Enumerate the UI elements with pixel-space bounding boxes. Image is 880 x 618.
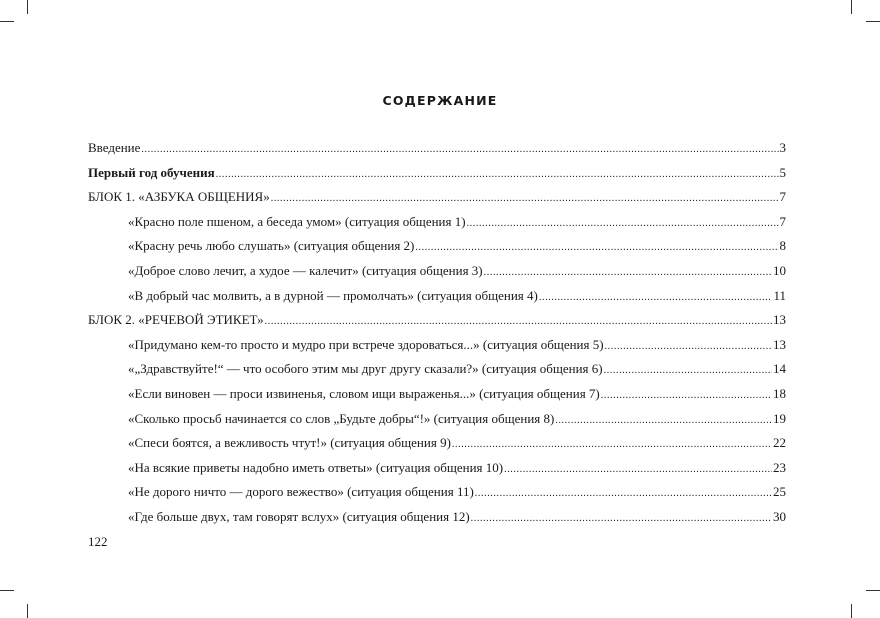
dot-leader bbox=[471, 507, 772, 532]
toc-entry-text: Первый год обучения bbox=[88, 164, 215, 180]
crop-mark-top-right-h bbox=[866, 21, 880, 22]
dot-leader bbox=[271, 187, 779, 212]
page-title: СОДЕРЖАНИЕ bbox=[382, 93, 498, 108]
toc-entry-text: «Сколько просьб начинается со слов „Будьте добры“!» (ситуация общения 8) bbox=[128, 410, 555, 426]
dot-leader bbox=[604, 359, 772, 384]
toc-entry-situation-12[interactable] bbox=[88, 505, 786, 530]
crop-mark-top-right-v bbox=[851, 0, 852, 14]
toc-entry-text: «Красну речь любо слушать» (ситуация общения 2) bbox=[128, 238, 415, 254]
toc-entry-page: 14 bbox=[773, 361, 786, 377]
dot-leader bbox=[216, 163, 779, 188]
dot-leader bbox=[415, 236, 778, 261]
toc-entry-text: «Не дорого ничто — дорого вежество» (ситуация общения 11) bbox=[128, 484, 474, 500]
toc-entry-page: 19 bbox=[773, 410, 786, 426]
dot-leader bbox=[475, 482, 772, 507]
toc-entry-situation-2[interactable] bbox=[88, 234, 786, 259]
dot-leader bbox=[141, 138, 778, 163]
toc-entry-situation-11[interactable] bbox=[88, 480, 786, 505]
toc-entry-page: 22 bbox=[773, 435, 786, 451]
toc-entry-page: 7 bbox=[779, 213, 786, 229]
toc-entry-situation-1[interactable] bbox=[88, 210, 786, 235]
toc-entry-text: «Придумано кем-то просто и мудро при встрече здороваться...» (ситуация общения 5) bbox=[128, 336, 604, 352]
crop-mark-bottom-left-v bbox=[27, 604, 28, 618]
toc-entry-situation-5[interactable] bbox=[88, 333, 786, 358]
toc-entry-page: 30 bbox=[773, 508, 786, 524]
crop-mark-bottom-right-h bbox=[866, 590, 880, 591]
toc-entry-situation-4[interactable] bbox=[88, 284, 786, 309]
toc-entry-block-2[interactable] bbox=[88, 308, 786, 333]
dot-leader bbox=[484, 261, 772, 286]
toc-entry-page: 18 bbox=[773, 385, 786, 401]
dot-leader bbox=[467, 212, 779, 237]
crop-mark-top-left-h bbox=[0, 21, 14, 22]
dot-leader bbox=[452, 433, 772, 458]
toc-entry-page: 13 bbox=[773, 312, 786, 328]
table-of-contents bbox=[88, 136, 786, 530]
toc-entry-text: «В добрый час молвить, а в дурной — промолчать» (ситуация общения 4) bbox=[128, 287, 538, 303]
toc-entry-text: «Доброе слово лечит, а худое — калечит» (ситуация общения 3) bbox=[128, 262, 483, 278]
toc-entry-text: «Красно поле пшеном, а беседа умом» (ситуация общения 1) bbox=[128, 213, 466, 229]
toc-entry-block-1[interactable] bbox=[88, 185, 786, 210]
toc-entry-text: «На всякие приветы надобно иметь ответы» (ситуация общения 10) bbox=[128, 459, 504, 475]
toc-entry-first-year[interactable] bbox=[88, 161, 786, 186]
toc-entry-text: БЛОК 1. «АЗБУКА ОБЩЕНИЯ» bbox=[88, 189, 270, 205]
toc-entry-page: 13 bbox=[773, 336, 786, 352]
dot-leader bbox=[555, 409, 772, 434]
toc-entry-text: «Если виновен — проси извиненья, словом ищи выраженья...» (ситуация общения 7) bbox=[128, 385, 600, 401]
toc-entry-text: Введение bbox=[88, 140, 141, 155]
toc-entry-page: 3 bbox=[779, 140, 786, 155]
toc-entry-text: «Где больше двух, там говорят вслух» (ситуация общения 12) bbox=[128, 508, 470, 524]
crop-mark-bottom-right-v bbox=[851, 604, 852, 618]
toc-entry-situation-6[interactable] bbox=[88, 357, 786, 382]
toc-entry-text: БЛОК 2. «РЕЧЕВОЙ ЭТИКЕТ» bbox=[88, 312, 264, 328]
dot-leader bbox=[504, 458, 772, 483]
toc-entry-situation-8[interactable] bbox=[88, 407, 786, 432]
toc-entry-situation-10[interactable] bbox=[88, 456, 786, 481]
toc-entry-page: 25 bbox=[773, 484, 786, 500]
dot-leader bbox=[265, 310, 772, 335]
crop-mark-bottom-left-h bbox=[0, 590, 14, 591]
toc-entry-page: 11 bbox=[773, 287, 786, 303]
toc-entry-situation-3[interactable] bbox=[88, 259, 786, 284]
toc-entry-page: 23 bbox=[773, 459, 786, 475]
toc-entry-page: 7 bbox=[779, 189, 786, 205]
dot-leader bbox=[539, 286, 773, 311]
crop-mark-top-left-v bbox=[27, 0, 28, 14]
toc-entry-situation-9[interactable] bbox=[88, 431, 786, 456]
toc-entry-text: «Спеси боятся, а вежливость чтут!» (ситуация общения 9) bbox=[128, 435, 451, 451]
toc-entry-page: 5 bbox=[779, 164, 786, 180]
dot-leader bbox=[605, 335, 772, 360]
toc-entry-introduction[interactable] bbox=[88, 136, 786, 161]
dot-leader bbox=[601, 384, 772, 409]
toc-entry-text: «„Здравствуйте!“ — что особого этим мы друг другу сказали?» (ситуация общения 6) bbox=[128, 361, 603, 377]
page-number: 122 bbox=[88, 534, 108, 549]
toc-entry-page: 10 bbox=[773, 262, 786, 278]
toc-entry-page: 8 bbox=[779, 238, 786, 254]
toc-entry-situation-7[interactable] bbox=[88, 382, 786, 407]
